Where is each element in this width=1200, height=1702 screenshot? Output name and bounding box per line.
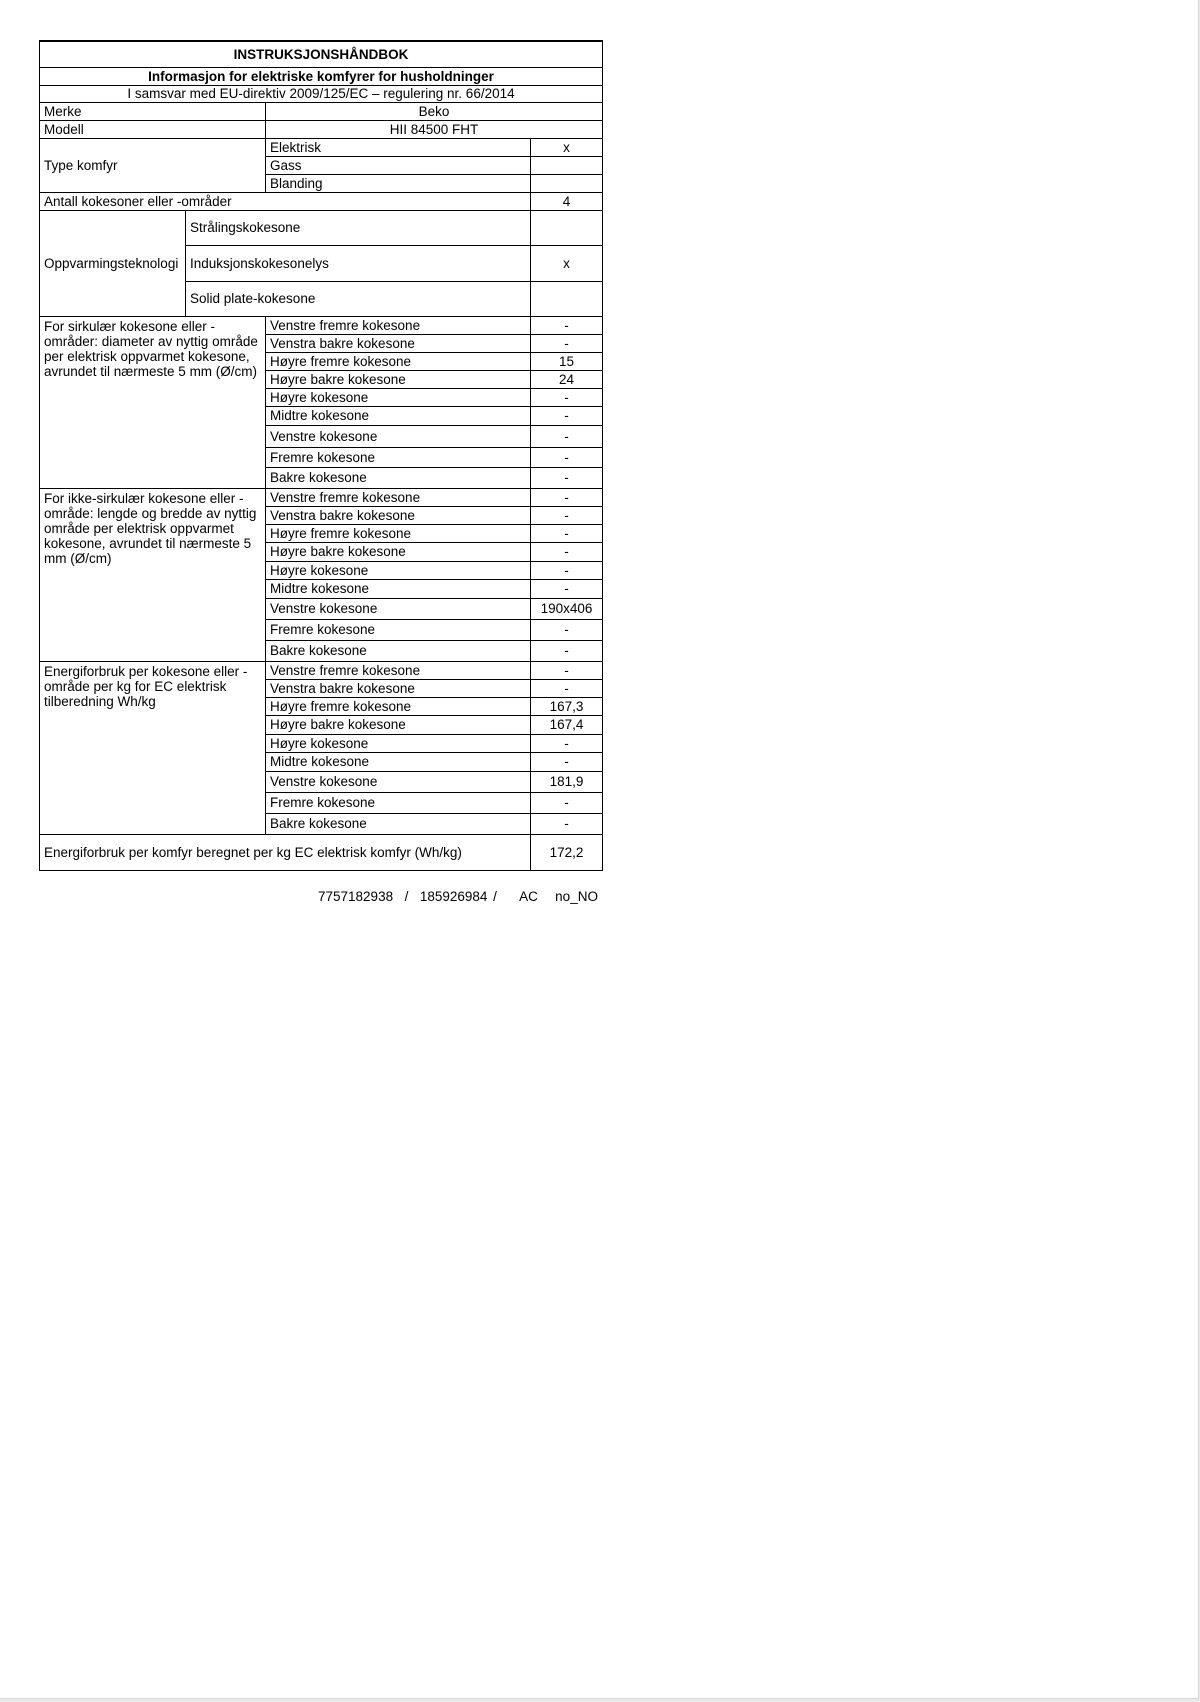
type-option-value	[531, 156, 603, 174]
zone-label: Høyre bakre kokesone	[266, 715, 531, 734]
technology-option-label: Strålingskokesone	[186, 210, 531, 245]
zone-value: -	[531, 792, 603, 813]
zone-label: Venstre fremre kokesone	[266, 488, 531, 506]
zone-value: 15	[531, 352, 603, 370]
brand-label: Merke	[40, 102, 266, 120]
zone-value: 167,4	[531, 715, 603, 734]
zone-label: Venstre kokesone	[266, 598, 531, 619]
zone-value: -	[531, 542, 603, 561]
zone-label: Midtre kokesone	[266, 579, 531, 598]
energy-total-value: 172,2	[531, 834, 603, 870]
zone-label: Høyre kokesone	[266, 561, 531, 579]
zone-value: -	[531, 406, 603, 425]
zone-label: Bakre kokesone	[266, 813, 531, 834]
brand-value: Beko	[266, 102, 603, 120]
zone-value: -	[531, 447, 603, 467]
type-option-label: Blanding	[266, 174, 531, 192]
zone-value: 167,3	[531, 697, 603, 715]
zone-label: Bakre kokesone	[266, 467, 531, 488]
zone-value: 181,9	[531, 771, 603, 792]
zone-label: Fremre kokesone	[266, 792, 531, 813]
technology-option-value	[531, 210, 603, 245]
technology-label: Oppvarmingsteknologi	[40, 210, 186, 316]
zone-value: -	[531, 679, 603, 697]
zone-value: 24	[531, 370, 603, 388]
zone-label: Høyre bakre kokesone	[266, 542, 531, 561]
zone-value: -	[531, 579, 603, 598]
type-label: Type komfyr	[40, 138, 266, 192]
zone-value: 190x406	[531, 598, 603, 619]
zone-label: Venstre kokesone	[266, 425, 531, 447]
zone-label: Venstre kokesone	[266, 771, 531, 792]
zone-label: Fremre kokesone	[266, 447, 531, 467]
model-label: Modell	[40, 120, 266, 138]
zone-label: Venstre fremre kokesone	[266, 661, 531, 679]
zone-label: Høyre kokesone	[266, 388, 531, 406]
zone-label: Fremre kokesone	[266, 619, 531, 640]
zone-label: Høyre fremre kokesone	[266, 697, 531, 715]
type-option-label: Gass	[266, 156, 531, 174]
technology-option-value	[531, 281, 603, 316]
technology-option-label: Solid plate-kokesone	[186, 281, 531, 316]
zone-value: -	[531, 425, 603, 447]
zone-value: -	[531, 734, 603, 752]
energy-total-label: Energiforbruk per komfyr beregnet per kg EC elektrisk komfyr (Wh/kg)	[40, 834, 531, 870]
zone-label: Bakre kokesone	[266, 640, 531, 661]
zone-label: Høyre fremre kokesone	[266, 352, 531, 370]
zone-label: Midtre kokesone	[266, 406, 531, 425]
document-footer-code: 7757182938 / 185926984 / AC no_NO	[318, 889, 598, 904]
zone-value: -	[531, 334, 603, 352]
zones-count-value: 4	[531, 192, 603, 210]
zone-value: -	[531, 619, 603, 640]
zone-label: Venstre fremre kokesone	[266, 316, 531, 334]
noncircular-section-label: For ikke-sirkulær kokesone eller -område: lengde og bredde av nyttig område per elektrisk oppvarmet kokesone, avrundet til nærmeste 5 mm (Ø/cm)	[40, 488, 266, 661]
zone-value: -	[531, 561, 603, 579]
zone-value: -	[531, 316, 603, 334]
zone-value: -	[531, 467, 603, 488]
zone-label: Venstra bakre kokesone	[266, 506, 531, 524]
type-option-label: Elektrisk	[266, 138, 531, 156]
zone-value: -	[531, 813, 603, 834]
technology-option-label: Induksjonskokesonelys	[186, 245, 531, 281]
document-subtitle: Informasjon for elektriske komfyrer for husholdninger	[40, 67, 603, 85]
zone-value: -	[531, 488, 603, 506]
product-info-table	[39, 40, 603, 871]
zone-value: -	[531, 388, 603, 406]
document-title: INSTRUKSJONSHÅNDBOK	[40, 41, 603, 67]
zone-label: Høyre fremre kokesone	[266, 524, 531, 542]
model-value: HII 84500 FHT	[266, 120, 603, 138]
energy-zone-section-label: Energiforbruk per kokesone eller -område per kg for EC elektrisk tilberedning Wh/kg	[40, 661, 266, 834]
technology-option-value: x	[531, 245, 603, 281]
zone-label: Høyre bakre kokesone	[266, 370, 531, 388]
type-option-value	[531, 174, 603, 192]
zone-label: Venstra bakre kokesone	[266, 334, 531, 352]
zone-value: -	[531, 524, 603, 542]
directive-note: I samsvar med EU-direktiv 2009/125/EC – regulering nr. 66/2014	[40, 85, 603, 102]
zone-value: -	[531, 640, 603, 661]
zone-value: -	[531, 752, 603, 771]
zones-count-label: Antall kokesoner eller -områder	[40, 192, 531, 210]
zone-label: Høyre kokesone	[266, 734, 531, 752]
circular-section-label: For sirkulær kokesone eller -områder: diameter av nyttig område per elektrisk oppvarmet kokesone, avrundet til nærmeste 5 mm (Ø/cm)	[40, 316, 266, 488]
zone-label: Venstra bakre kokesone	[266, 679, 531, 697]
zone-value: -	[531, 506, 603, 524]
zone-label: Midtre kokesone	[266, 752, 531, 771]
zone-value: -	[531, 661, 603, 679]
type-option-value: x	[531, 138, 603, 156]
